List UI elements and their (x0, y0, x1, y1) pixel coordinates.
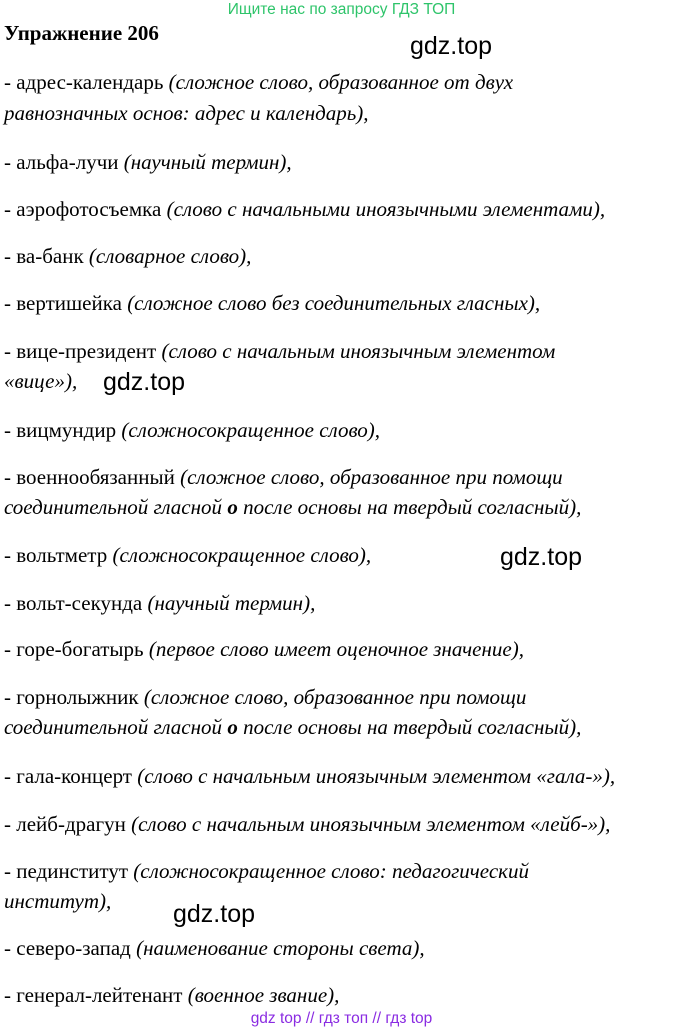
list-item: - пединститут (сложносокращенное слово: педагогический (4, 859, 529, 883)
bottom-banner: gdz top // гдз топ // гдз top (250, 1010, 433, 1027)
list-item: - северо-запад (наименование стороны света), (4, 936, 425, 960)
list-item: - горе-богатырь (первое слово имеет оценочное значение), (4, 637, 524, 661)
list-item: - вицмундир (сложносокращенное слово), (4, 418, 381, 442)
watermark: gdz.top (103, 368, 186, 396)
list-item-continuation: «вице»), (4, 369, 78, 393)
watermark: gdz.top (173, 900, 256, 928)
list-item: - горнолыжник (сложное слово, образованное при помощи (4, 685, 527, 709)
list-item-continuation: институт), (4, 889, 112, 913)
list-item: - аэрофотосъемка (слово с начальными иноязычными элементами), (4, 197, 606, 221)
page-title: Упражнение 206 (4, 21, 159, 45)
list-item: - альфа-лучи (научный термин), (4, 150, 292, 174)
list-item: - генерал-лейтенант (военное звание), (4, 983, 340, 1007)
list-item: - ва-банк (словарное слово), (4, 244, 252, 268)
list-item-continuation: соединительной гласной о после основы на твердый согласный), (4, 715, 582, 739)
top-banner: Ищите нас по запросу ГДЗ ТОП (227, 1, 456, 18)
list-item: - адрес-календарь (сложное слово, образованное от двух (4, 70, 514, 94)
list-item: - вольт-секунда (научный термин), (4, 591, 316, 615)
list-item: - вольтметр (сложносокращенное слово), (4, 543, 372, 567)
list-item: - вертишейка (сложное слово без соединительных гласных), (4, 291, 541, 315)
list-item-continuation: соединительной гласной о после основы на твердый согласный), (4, 495, 582, 519)
list-item: - гала-концерт (слово с начальным иноязычным элементом «гала-»), (4, 764, 616, 788)
list-item: - военнообязанный (сложное слово, образованное при помощи (4, 465, 563, 489)
watermark: gdz.top (500, 543, 583, 571)
list-item: - лейб-драгун (слово с начальным иноязычным элементом «лейб-»), (4, 812, 611, 836)
list-item: - вице-президент (слово с начальным иноязычным элементом (4, 339, 556, 363)
watermark: gdz.top (410, 32, 493, 60)
list-item-continuation: равнозначных основ: адрес и календарь), (4, 101, 369, 125)
